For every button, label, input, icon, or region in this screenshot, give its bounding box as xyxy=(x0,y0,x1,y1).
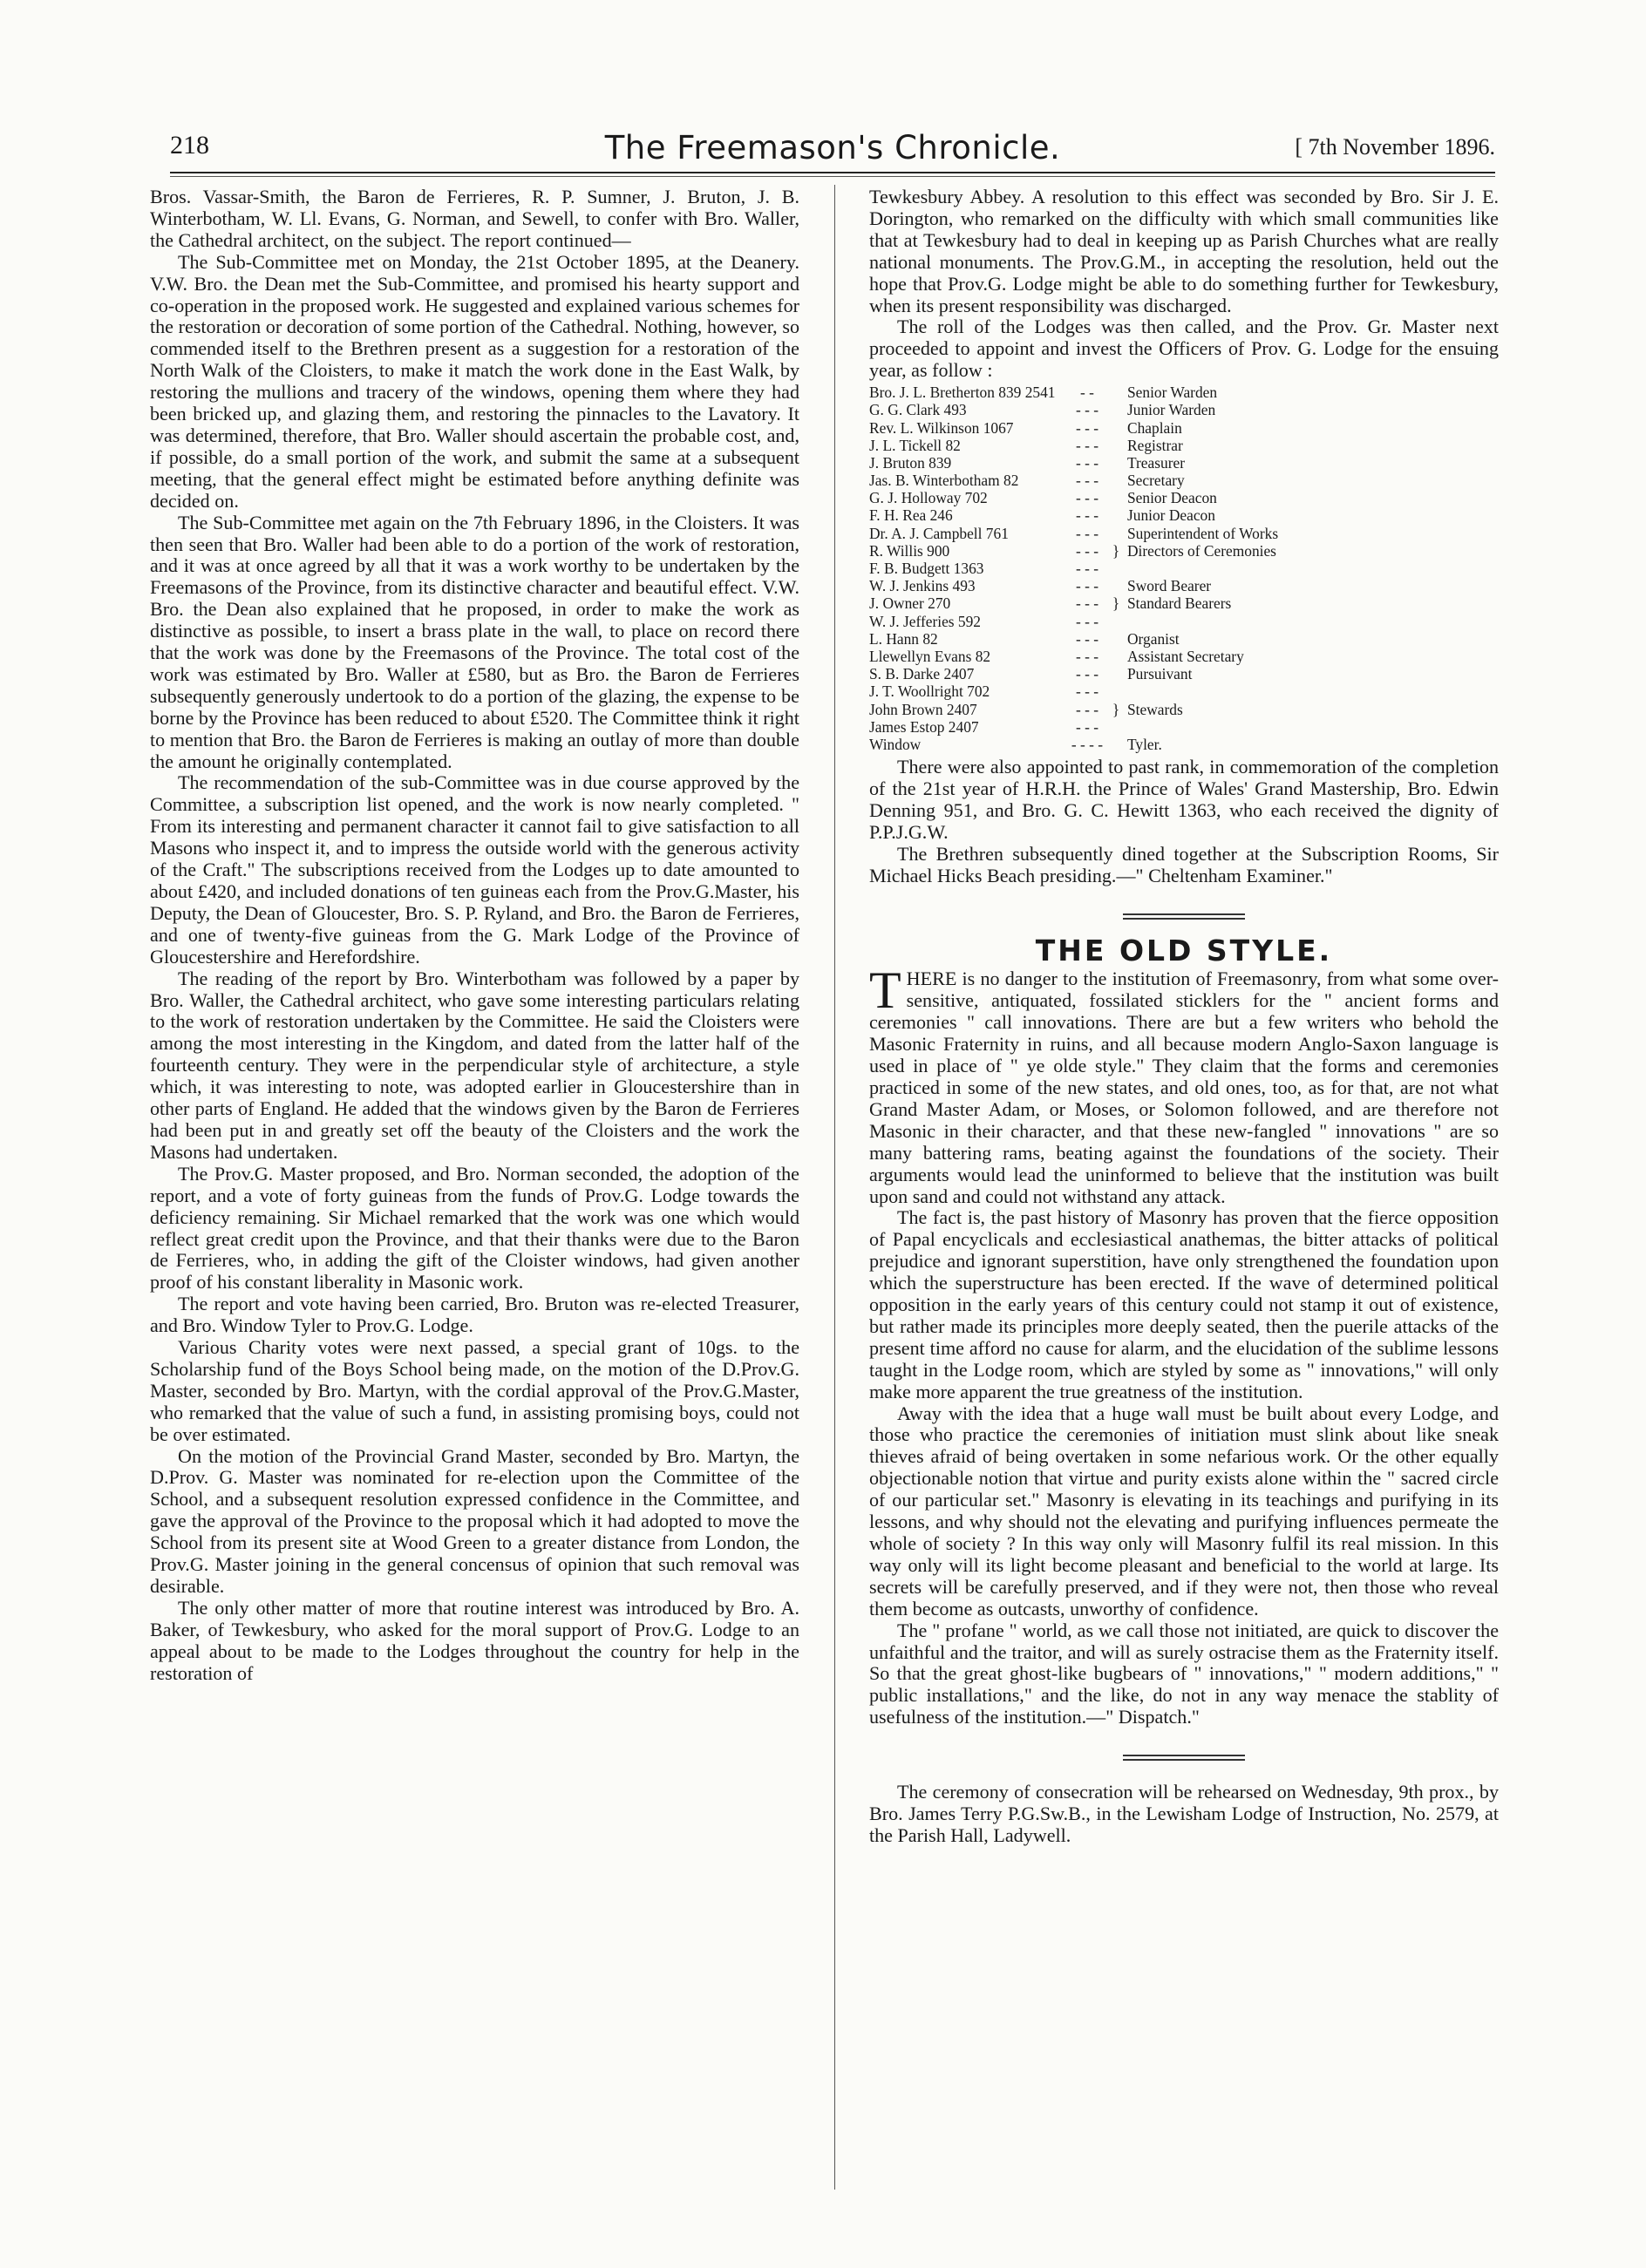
officer-name: Window xyxy=(869,735,922,753)
officer-dashes: - - - xyxy=(1075,418,1099,437)
paragraph: The Sub-Committee met on Monday, the 21st October 1895, at the Deanery. V.W. Bro. the Dean met the Sub-Committee, and promised his hearty support and co-operation in the proposed work. He suggested and explained various schemes for the restoration or decoration of some portion of the Cathedral. Nothing, however, so commended itself to the Brethren present as a suggestion for a restoration of the North Walk of the Cloisters, to make it match the work done in the East Walk, by restoring the mullions and tracery of the windows, opening them where they had been bricked up, and glazing them, and restoring the pinnacles to the Lavatory. It was determined, therefore, that Bro. Waller should ascertain the probable cost, and, if possible, do a small portion of the work, and submit the same at a subsequent meeting, that the general effect might be estimated before anything definite was decided on. xyxy=(150,250,799,512)
officer-post: Directors of Ceremonies xyxy=(1127,541,1276,560)
paragraph: Various Charity votes were next passed, a special grant of 10gs. to the Scholarship fund of the Boys School being made, on the motion of the D.Prov.G. Master, seconded by Bro. Martyn, with the cordial approval of the Prov.G.Master, who remarked that the value of such a fund, in assisting promising boys, could not be over estimated. xyxy=(150,1336,799,1445)
officer-brace xyxy=(1105,665,1127,682)
officer-dashes: - - - xyxy=(1075,453,1099,472)
officer-row xyxy=(869,630,1499,648)
officer-post: Chaplain xyxy=(1127,418,1182,437)
officer-row xyxy=(869,437,1499,454)
officer-post xyxy=(1127,718,1499,736)
header-rule xyxy=(170,172,1495,173)
paragraph: There were also appointed to past rank, in commemoration of the completion of the 21st year of H.R.H. the Prince of Wales' Grand Mastership, Bro. Edwin Denning 951, and Bro. G. C. Hewitt 1363, who each received the dignity of P.P.J.G.W. xyxy=(869,756,1499,843)
officer-row xyxy=(869,718,1499,736)
officer-dashes: - - - xyxy=(1075,682,1099,701)
officer-brace: } xyxy=(1112,594,1120,613)
officer-name: G. J. Holloway 702 xyxy=(869,489,988,507)
officer-name: Jas. B. Winterbotham 82 xyxy=(869,472,1019,490)
officer-dashes: - - - xyxy=(1075,577,1099,595)
officer-post: Assistant Secretary xyxy=(1127,647,1244,665)
officer-brace xyxy=(1105,630,1127,648)
column-divider xyxy=(834,185,835,2190)
officer-row xyxy=(869,384,1499,401)
section-separator xyxy=(1123,1755,1245,1761)
officer-brace xyxy=(1105,718,1127,736)
right-column xyxy=(869,187,1499,1847)
officer-row xyxy=(869,401,1499,418)
left-column xyxy=(150,187,799,1685)
officer-name: Llewellyn Evans 82 xyxy=(869,647,991,665)
officer-dashes: - - - xyxy=(1075,472,1099,490)
officer-post: Senior Warden xyxy=(1127,384,1218,402)
officer-brace xyxy=(1105,437,1127,454)
drop-cap: T xyxy=(869,961,901,1020)
officer-name: F. B. Budgett 1363 xyxy=(869,560,984,578)
paragraph: The Sub-Committee met again on the 7th February 1896, in the Cloisters. It was then seen that Bro. Waller had been able to do a portion of the work of restoration, and it was at once agreed by all that it was a work worthy to be undertaken by the Freemasons of the Province, from its distinctive character and beautiful effect. V.W. Bro. the Dean also explained that he proposed, in order to make the work as distinctive as possible, to insert a brass plate in the wall, to place on record there that the work was done by the Freemasons of the Province. The total cost of the work was estimated by Bro. Waller at £580, but as Bro. the Baron de Ferrieres subsequently generously undertook to do a portion of the glazing, the expense to be borne by the Province has been reduced to about £520. The Committee think it right to mention that Bro. the Baron de Ferrieres is making an outlay of more than double the amount he originally contemplated. xyxy=(150,511,799,772)
officer-post xyxy=(1127,682,1499,700)
paragraph: On the motion of the Provincial Grand Master, seconded by Bro. Martyn, the D.Prov. G. Master was nominated for re-election upon the Committee of the School, and a subsequent resolution expressed confidence in the Committee, and gave the approval of the Province to the proposal which it had adopted to move the School from its present site at Wood Green to a greater distance from London, the Prov.G. Master joining in the general concensus of opinion that such removal was desirable. xyxy=(150,1444,799,1597)
officer-name: R. Willis 900 xyxy=(869,541,950,560)
officer-dashes: - - - xyxy=(1075,594,1099,613)
officer-brace xyxy=(1105,648,1127,665)
officer-name: J. L. Tickell 82 xyxy=(869,436,961,454)
officer-name: J. Owner 270 xyxy=(869,594,951,613)
officer-row xyxy=(869,665,1499,682)
officer-name: G. G. Clark 493 xyxy=(869,401,967,419)
paragraph: The only other matter of more that routine interest was introduced by Bro. A. Baker, of Tewkesbury, who asked for the moral support of Prov.G. Lodge to an appeal about to be made to the Lodges throughout the country for help in the restoration of xyxy=(150,1596,799,1684)
masthead: The Freemason's Chronicle. xyxy=(604,129,1061,166)
officer-dashes: - - - xyxy=(1075,489,1099,507)
officer-row xyxy=(869,577,1499,594)
paragraph: The report and vote having been carried, Bro. Bruton was re-elected Treasurer, and Bro. Window Tyler to Prov.G. Lodge. xyxy=(150,1293,799,1337)
officer-row xyxy=(869,613,1499,630)
officer-brace xyxy=(1105,401,1127,418)
officer-brace: } xyxy=(1112,541,1120,560)
officer-brace xyxy=(1105,560,1127,577)
officer-row xyxy=(869,506,1499,524)
officer-row xyxy=(869,419,1499,437)
officer-brace xyxy=(1105,736,1127,753)
paragraph: The fact is, the past history of Masonry has proven that the fierce opposition of Papal encyclicals and ecclesiastical anathemas, the bitter attacks of political prejudice and ignorant superstition, have only strengthened the foundation upon which the superstructure has been erected. If the wave of determined political opposition in the early years of this century could not stamp it out of existence, but rather made its principles more deeply seated, then the puerile attacks of the present time afford no cause for alarm, and the elucidation of the sublime lessons taught in the Lodge room, which are styled by some as " innovations," will only make more apparent the true greatness of the institution. xyxy=(869,1206,1499,1402)
paragraph: The Brethren subsequently dined together at the Subscription Rooms, Sir Michael Hicks Beach presiding.—" Cheltenham Examiner." xyxy=(869,842,1499,886)
officer-post: Junior Warden xyxy=(1127,401,1216,419)
officers-list xyxy=(869,384,1499,753)
page-number: 218 xyxy=(170,131,209,160)
officer-post: Secretary xyxy=(1127,472,1185,490)
officer-brace: } xyxy=(1112,700,1120,718)
officer-dashes: - - - - xyxy=(1071,735,1104,753)
notice-paragraph: The ceremony of consecration will be rehearsed on Wednesday, 9th prox., by Bro. James Terry P.G.Sw.B., in the Lewisham Lodge of Instruction, No. 2579, at the Parish Hall, Ladywell. xyxy=(869,1781,1499,1846)
officer-row xyxy=(869,525,1499,542)
paragraph: The reading of the report by Bro. Winterbotham was followed by a paper by Bro. Waller, the Cathedral architect, who gave some interesting particulars relating to the work of restoration undertaken by the Committee. He said the Cloisters were among the most interesting in the Kingdom, and dated from the latter half of the fourteenth century. They were in the perpendicular style of architecture, a style which, it was interesting to note, was adopted earlier in Gloucestershire than in other parts of England. He added that the windows given by the Baron de Ferrieres had been put in and greatly set off the beauty of the Cloisters and the work the Masons had undertaken. xyxy=(150,967,799,1163)
officer-post xyxy=(1127,613,1499,630)
officer-post: Sword Bearer xyxy=(1127,577,1212,595)
officer-brace xyxy=(1105,682,1127,700)
officer-brace xyxy=(1105,472,1127,489)
officer-name: W. J. Jefferies 592 xyxy=(869,612,981,630)
officer-post: Standard Bearers xyxy=(1127,594,1232,613)
paragraph: The roll of the Lodges was then called, and the Prov. Gr. Master next proceeded to appoint and invest the Officers of Prov. G. Lodge for the ensuing year, as follow : xyxy=(869,316,1499,382)
officer-row xyxy=(869,736,1499,753)
officer-name: Bro. J. L. Bretherton 839 2541 xyxy=(869,384,1056,402)
officer-post: Pursuivant xyxy=(1127,665,1193,683)
paragraph: Tewkesbury Abbey. A resolution to this effect was seconded by Bro. Sir J. E. Dorington, who remarked on the difficulty with which small communities like that at Tewkesbury had to deal in keeping up as Parish Churches what are really national monuments. The Prov.G.M., in accepting the resolution, held out the hope that Prov.G. Lodge might be able to do something further for Tewkesbury, when its present responsibility was discharged. xyxy=(869,186,1499,316)
officer-dashes: - - - xyxy=(1075,612,1099,630)
officer-row xyxy=(869,542,1499,560)
officer-row xyxy=(869,560,1499,577)
officer-name: Rev. L. Wilkinson 1067 xyxy=(869,418,1014,437)
officer-name: Dr. A. J. Campbell 761 xyxy=(869,524,1009,542)
officer-dashes: - - - xyxy=(1075,665,1099,683)
paragraph: Bros. Vassar-Smith, the Baron de Ferrieres, R. P. Sumner, J. Bruton, J. B. Winterbotham, W. Ll. Evans, G. Norman, and Sewell, to confer with Bro. Waller, the Cathedral architect, on the subject. The report continued— xyxy=(150,186,799,251)
officer-post: Stewards xyxy=(1127,700,1183,718)
officer-dashes: - - - xyxy=(1075,541,1099,560)
officer-name: F. H. Rea 246 xyxy=(869,506,953,525)
officer-post: Tyler. xyxy=(1127,735,1162,753)
officer-dashes: - - - xyxy=(1075,700,1099,718)
paragraph: Away with the idea that a huge wall must be built about every Lodge, and those who practice the ceremonies of initiation must slink about like sneak thieves afraid of being overtaken in some nefarious work. Or the other equally objectionable notion that virtue and purity exists alone within the " sacred circle of our particular set." Masonry is elevating in its teachings and purifying in its lessons, and why should not the elevating and purifying influences permeate the whole of society ? In this way only will Masonry fulfil its real mission. In this way only will its light become pleasant and beneficial to the world at large. Its secrets will be carefully preserved, and if they were not, then those who reveal them become as outcasts, unworthy of confidence. xyxy=(869,1402,1499,1620)
officer-name: S. B. Darke 2407 xyxy=(869,665,975,683)
officer-row xyxy=(869,701,1499,718)
officer-dashes: - - - xyxy=(1075,524,1099,542)
officer-dashes: - - - xyxy=(1075,717,1099,736)
officer-brace xyxy=(1105,506,1127,524)
officer-post: Treasurer xyxy=(1127,453,1186,472)
officer-brace xyxy=(1105,577,1127,594)
officer-dashes: - - - xyxy=(1075,436,1099,454)
officer-name: J. Bruton 839 xyxy=(869,453,952,472)
section-separator xyxy=(1123,913,1245,920)
first-paragraph xyxy=(869,961,1499,1207)
officer-row xyxy=(869,489,1499,506)
first-paragraph-text: HERE is no danger to the institution of Freemasonry, from what some over-sensitive, antiquated, fossilated sticklers for the " ancient forms and ceremonies " call innovations. There are but a few writers who behold the Masonic Fraternity in ruins, and all because modern Anglo-Saxon language is used in place of " ye olde style." They claim that the forms and ceremonies practiced in some of the new states, and old ones, too, as for that, are not what Grand Master Adam, or Moses, or Solomon followed, and are therefore not Masonic in their character, and that these new-fangled " innovations " are so many battering rams, beating against the foundations of the society. Their arguments would lead the uninformed to believe that the institution was built upon sand and could not withstand any attack. xyxy=(869,968,1499,1207)
article-title: THE OLD STYLE. xyxy=(1035,933,1333,968)
officer-brace xyxy=(1105,489,1127,506)
officer-dashes: - - - xyxy=(1075,401,1099,419)
page-header xyxy=(170,131,1495,174)
paragraph: The " profane " world, as we call those not initiated, are quick to discover the unfaithful and the traitor, and will as surely ostracise them as the Fraternity itself. So that the great ghost-like bugbears of " innovations," " modern additions," " public installations," and the like, do not in any way menace the stablity of usefulness of the institution.—" Dispatch." xyxy=(869,1619,1499,1728)
officer-brace xyxy=(1105,454,1127,472)
issue-date: [ 7th November 1896. xyxy=(1295,134,1495,160)
officer-post: Senior Deacon xyxy=(1127,489,1217,507)
officer-brace xyxy=(1105,613,1127,630)
officer-row xyxy=(869,682,1499,700)
officer-row xyxy=(869,594,1499,612)
officer-dashes: - - - xyxy=(1075,560,1099,578)
paragraph: The Prov.G. Master proposed, and Bro. Norman seconded, the adoption of the report, and a vote of forty guineas from the funds of Prov.G. Lodge towards the deficiency remaining. Sir Michael remarked that the work was one which would reflect great credit upon the Province, and that their thanks were due to the Baron de Ferrieres, who, in adding the gift of the Cloister windows, had given another proof of his constant liberality in Masonic work. xyxy=(150,1162,799,1294)
officer-dashes: - - - xyxy=(1075,629,1099,648)
officer-name: John Brown 2407 xyxy=(869,700,977,718)
officer-dashes: - - - xyxy=(1075,506,1099,525)
officer-dashes: - - xyxy=(1080,384,1094,402)
officer-post: Junior Deacon xyxy=(1127,506,1215,525)
officer-row xyxy=(869,648,1499,665)
officer-name: W. J. Jenkins 493 xyxy=(869,577,976,595)
header-rule-thin xyxy=(170,176,1495,177)
officer-post: Organist xyxy=(1127,629,1180,648)
officer-post xyxy=(1127,560,1499,577)
officer-post: Superintendent of Works xyxy=(1127,524,1279,542)
paragraph: The recommendation of the sub-Committee was in due course approved by the Committee, a subscription list opened, and the work is now nearly completed. " From its interesting and permanent character it cannot fail to give satisfaction to all Masons who inspect it, and to impress the outside world with the generous activity of the Craft." The subscriptions received from the Lodges up to date amounted to about £420, and included donations of ten guineas each from the Prov.G.Master, his Deputy, the Dean of Gloucester, Bro. S. P. Ryland, and Bro. the Baron de Ferrieres, and one of twenty-five guineas from the G. Mark Lodge of the Province of Gloucestershire and Herefordshire. xyxy=(150,771,799,968)
officer-brace xyxy=(1105,525,1127,542)
officer-brace xyxy=(1105,384,1127,401)
officer-brace xyxy=(1105,419,1127,437)
officer-name: James Estop 2407 xyxy=(869,717,979,736)
officer-row xyxy=(869,454,1499,472)
officer-row xyxy=(869,472,1499,489)
officer-name: J. T. Woollright 702 xyxy=(869,682,990,701)
officer-post: Registrar xyxy=(1127,436,1183,454)
officer-name: L. Hann 82 xyxy=(869,629,938,648)
officer-dashes: - - - xyxy=(1075,647,1099,665)
